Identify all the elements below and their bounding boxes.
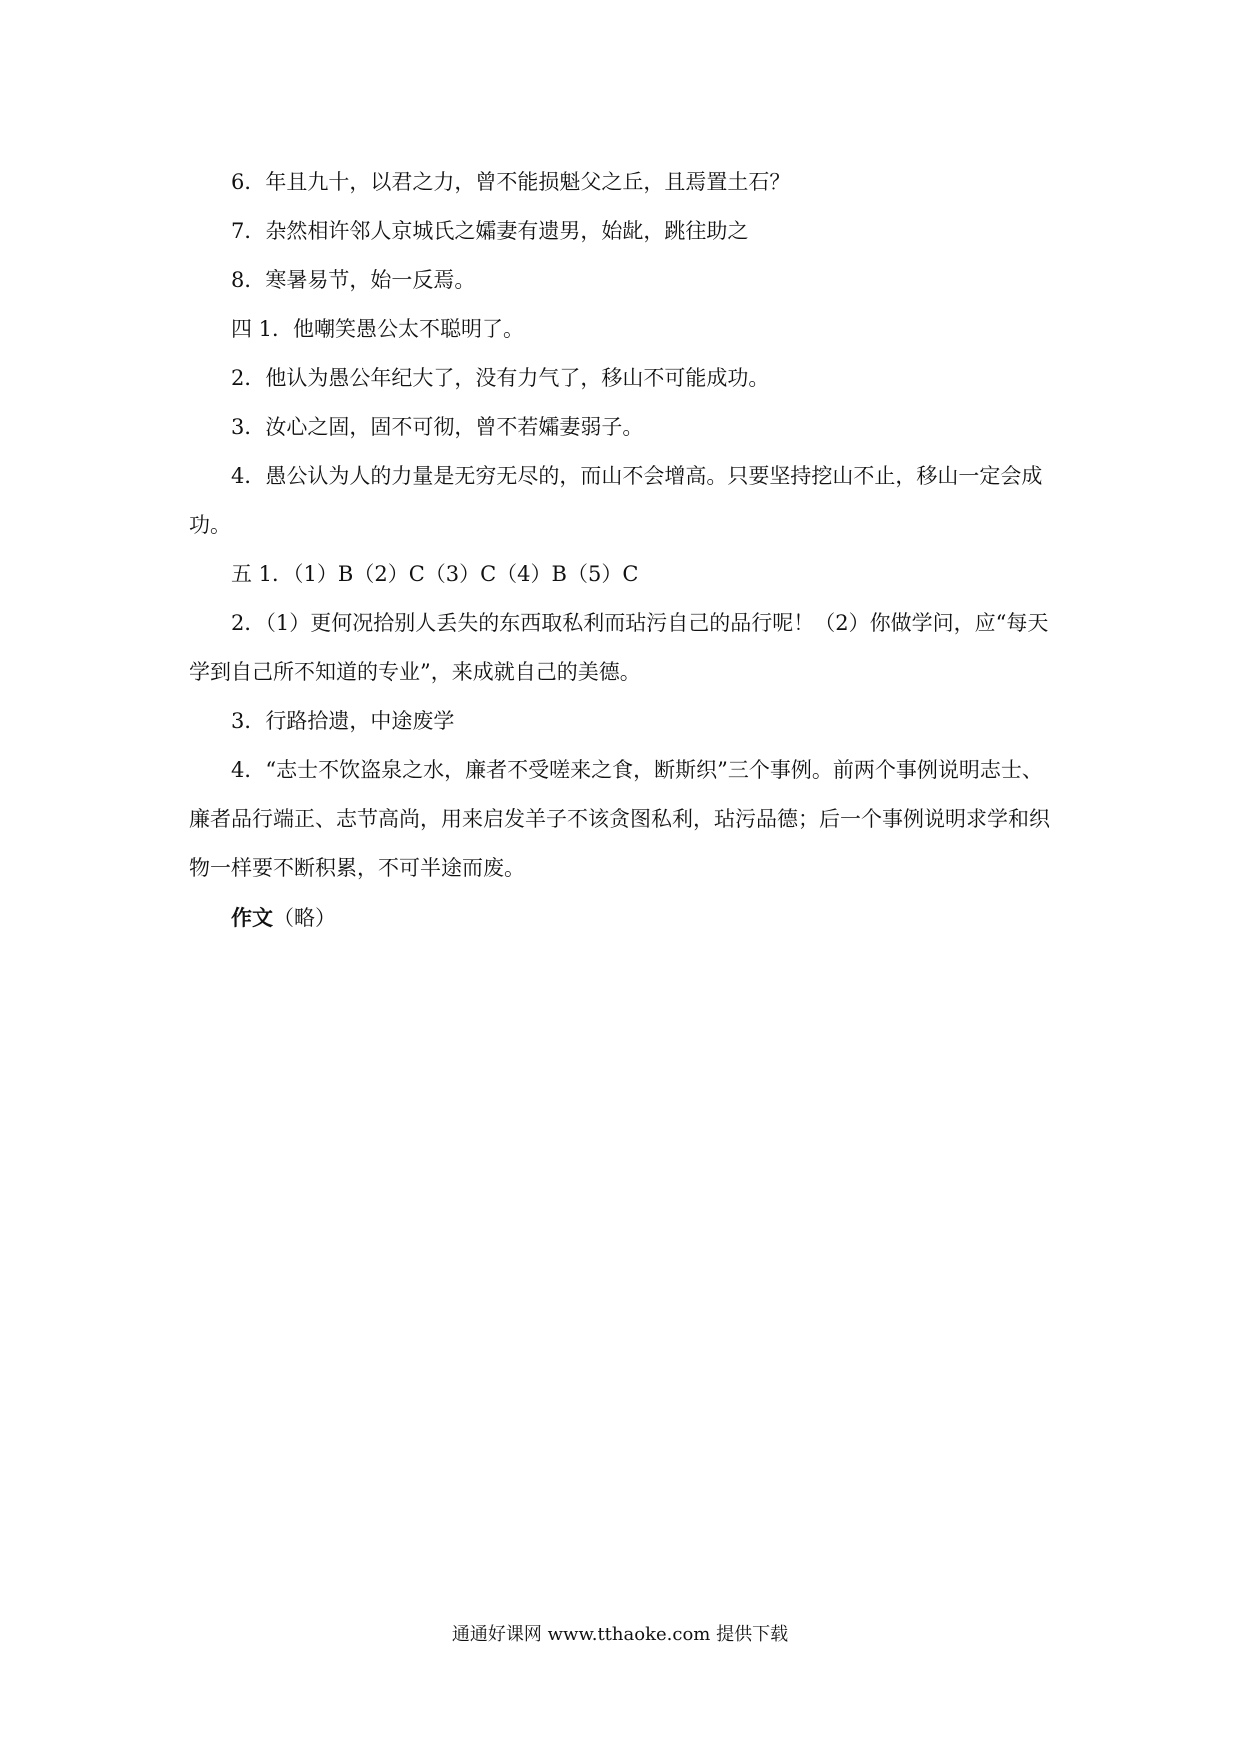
essay-note: （略） — [273, 906, 336, 930]
section-four-paragraph-4: 4．愚公认为人的力量是无穷无尽的，而山不会增高。只要坚持挖山不止，移山一定会成功。 — [189, 464, 1043, 537]
section-four-paragraph-1: 四 1．他嘲笑愚公太不聪明了。 — [231, 317, 525, 341]
answer-paragraph-6: 6．年且九十，以君之力，曾不能损魁父之丘，且焉置土石？ — [231, 170, 791, 194]
download-footer: 通通好课网 www.tthaoke.com 提供下载 — [451, 1624, 789, 1645]
answer-content — [189, 158, 1059, 943]
section-four-paragraph-2: 2．他认为愚公年纪大了，没有力气了，移山不可能成功。 — [231, 366, 770, 390]
section-five-paragraph-1: 五 1．（1）B（2）C（3）C（4）B（5）C — [231, 562, 639, 586]
section-five-paragraph-2: 2．（1）更何况拾别人丢失的东西取私利而玷污自己的品行呢！（2）你做学问，应“每天学到自己所不知道的专业”，来成就自己的美德。 — [189, 611, 1049, 684]
section-five-paragraph-3: 3．行路拾遗，中途废学 — [231, 709, 455, 733]
section-four-paragraph-3: 3．汝心之固，固不可彻，曾不若孀妻弱子。 — [231, 415, 644, 439]
answer-paragraph-7: 7．杂然相许邻人京城氏之孀妻有遗男，始龀，跳往助之 — [231, 219, 749, 243]
essay-line — [189, 893, 1059, 943]
essay-label: 作文 — [231, 905, 273, 930]
section-five-paragraph-4: 4．“志士不饮盗泉之水，廉者不受嗟来之食，断斯织”三个事例。前两个事例说明志士、廉者品行端正、志节高尚，用来启发羊子不该贪图私利，玷污品德；后一个事例说明求学和织物一样要不断积累，不可半途而废。 — [189, 758, 1050, 880]
answer-paragraph-8: 8．寒暑易节，始一反焉。 — [231, 268, 476, 292]
